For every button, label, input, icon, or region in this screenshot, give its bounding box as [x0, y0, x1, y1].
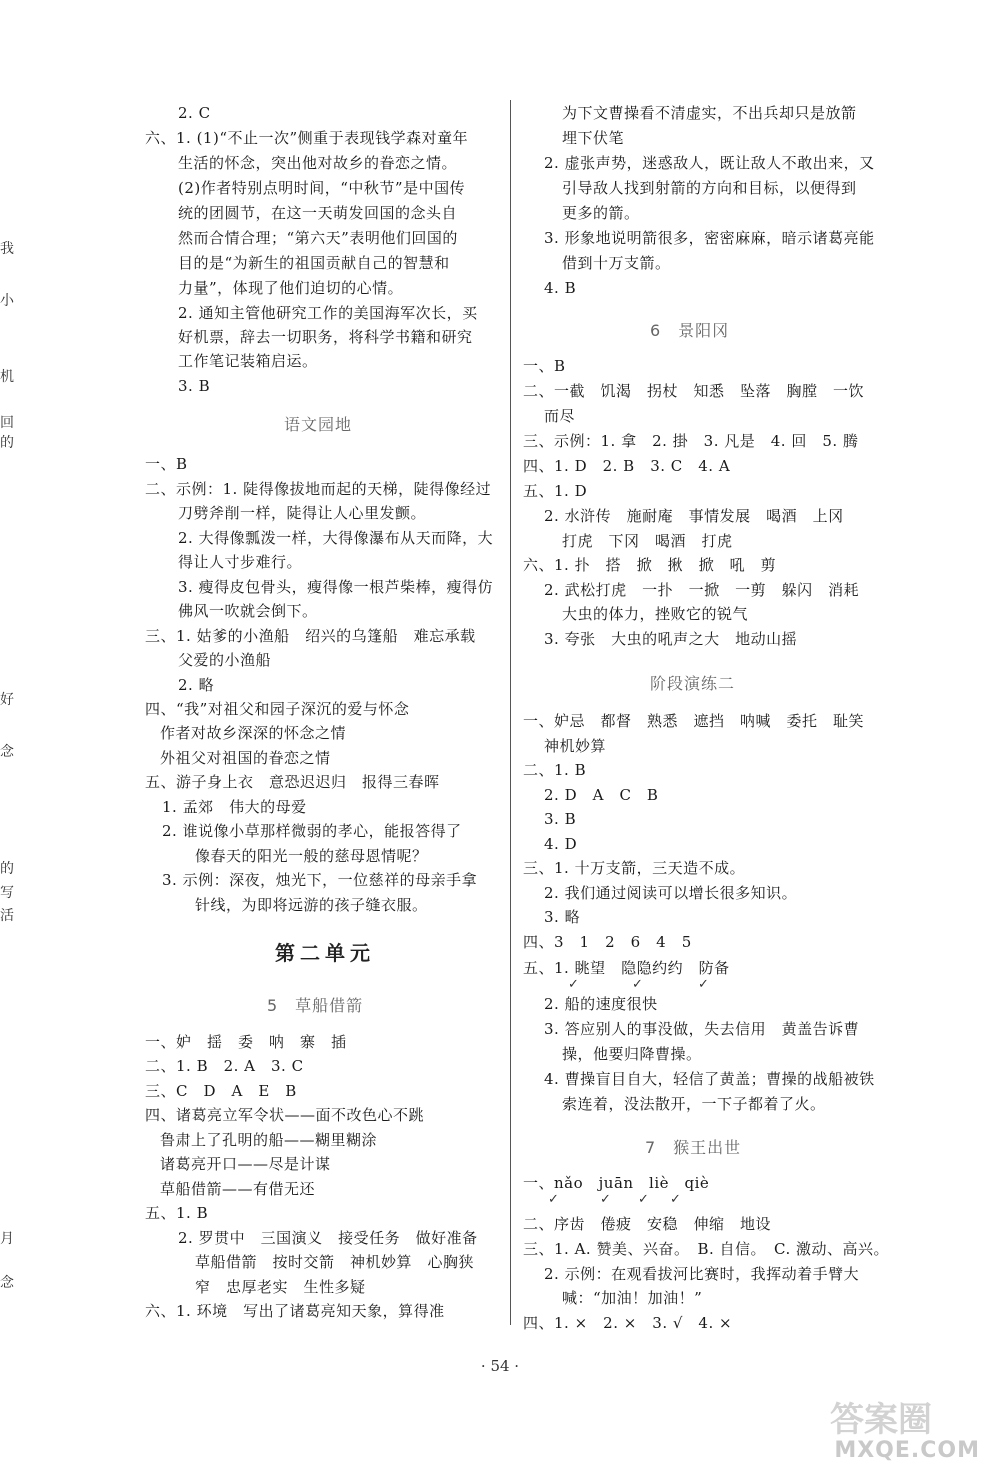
answer-line: 四、1. D 2. B 3. C 4. A	[523, 457, 731, 475]
answer-line: 4. D	[544, 835, 578, 853]
answer-line: 借到十万支箭。	[562, 254, 671, 272]
answer-line: 五、1. B	[145, 1204, 209, 1222]
answer-line: 刀劈斧削一样，陡得让人心里发颤。	[178, 504, 427, 522]
answer-line: 窄 忠厚老实 生性多疑	[195, 1278, 366, 1296]
watermark-logo: 答案圈	[830, 1400, 932, 1440]
answer-line: 五、1. 眺望 隐隐约约 防备	[523, 959, 730, 977]
margin-fragment: 月	[0, 1231, 14, 1247]
answer-line: 二、1. B 2. A 3. C	[145, 1057, 304, 1075]
unit-title: 第二单元	[275, 941, 375, 965]
answer-line: 神机妙算	[544, 737, 607, 755]
margin-fragment: 的	[0, 435, 14, 451]
answer-line: 2. 通知主管他研究工作的美国海军次长，买	[178, 304, 478, 322]
check-mark-icon: ✓	[548, 1192, 559, 1207]
answer-line: 二、一截 饥渴 拐杖 知悉 坠落 胸膛 一饮	[523, 382, 865, 400]
answer-line: 3. 形象地说明箭很多，密密麻麻，暗示诸葛亮能	[544, 229, 875, 247]
answer-line: 2. 谁说像小草那样微弱的孝心，能报答得了	[162, 822, 462, 840]
section-heading: 语文园地	[284, 415, 353, 434]
margin-fragment: 念	[0, 1275, 14, 1291]
answer-line: 打虎 下冈 喝酒 打虎	[562, 532, 733, 550]
margin-fragment: 念	[0, 744, 14, 760]
check-mark-icon: ✓	[638, 1192, 649, 1207]
section-heading: 6 景阳冈	[650, 321, 730, 340]
answer-line: 四、3 1 2 6 4 5	[523, 933, 692, 951]
section-heading: 7 猴王出世	[645, 1138, 742, 1157]
answer-line: 2. 武松打虎 一扑 一掀 一剪 躲闪 消耗	[544, 581, 860, 599]
answer-line: 好机票，辞去一切职务，将科学书籍和研究	[178, 328, 473, 346]
answer-line: 3. B	[178, 377, 211, 395]
answer-line: 五、游子身上衣 意恐迟迟归 报得三春晖	[145, 773, 440, 791]
answer-line: 2. 大得像瓢泼一样，大得像瀑布从天而降，大	[178, 529, 494, 547]
answer-line: 诸葛亮开口——尽是计谋	[160, 1155, 331, 1173]
margin-fragment: 的	[0, 861, 14, 877]
answer-line: 2. D A C B	[544, 786, 659, 804]
answer-line: 佛风一吹就会倒下。	[178, 602, 318, 620]
answer-line: 一、妒 揺 委 呐 寨 插	[145, 1033, 347, 1051]
answer-line: 2. 水浒传 施耐庵 事情发展 喝酒 上冈	[544, 507, 844, 525]
answer-line: 三、1. 姑爹的小渔船 绍兴的乌篷船 难忘承载	[145, 627, 476, 645]
answer-line: 4. 曹操盲目自大，轻信了黄盖；曹操的战船被铁	[544, 1070, 875, 1088]
margin-fragment: 活	[0, 908, 14, 924]
answer-line: 3. 略	[544, 908, 581, 926]
answer-line: 像春天的阳光一般的慈母恩情呢？	[195, 847, 428, 865]
answer-line: 埋下伏笔	[562, 129, 625, 147]
answer-line: 操，他要归降曹操。	[562, 1045, 702, 1063]
margin-fragment: 我	[0, 241, 14, 257]
answer-line: 作者对故乡深深的怀念之情	[160, 724, 347, 742]
answer-line: 五、1. D	[523, 482, 588, 500]
check-mark-icon: ✓	[670, 1192, 681, 1207]
answer-line: 2. 罗贯中 三国演义 接受任务 做好准备	[178, 1229, 478, 1247]
answer-line: 六、1. 环境 写出了诸葛亮知天象，算得准	[145, 1302, 445, 1320]
answer-line: 2. 虚张声势，迷惑敌人，既让敌人不敢出来，又	[544, 154, 875, 172]
answer-line: 2. 示例：在观看拔河比赛时，我挥动着手臂大	[544, 1265, 860, 1283]
answer-line: 3. 瘦得皮包骨头，瘦得像一根芦柴棒，瘦得仿	[178, 578, 494, 596]
answer-line: 引导敌人找到射箭的方向和目标，以便得到	[562, 179, 857, 197]
answer-line: 然而合情合理；“第六天”表明他们回国的	[178, 229, 458, 247]
answer-line: 三、1. A. 赞美、兴奋。 B. 自信。 C. 激动、高兴。	[523, 1240, 889, 1258]
answer-line: 生活的怀念，突出他对故乡的眷恋之情。	[178, 154, 458, 172]
answer-line: 一、B	[523, 357, 566, 375]
answer-line: 四、诸葛亮立军令状——面不改色心不跳	[145, 1106, 425, 1124]
answer-line: 得让人寸步难行。	[178, 553, 303, 571]
answer-line: (2)作者特别点明时间，“中秋节”是中国传	[178, 179, 466, 197]
answer-line: 3. 夸张 大虫的吼声之大 地动山摇	[544, 630, 798, 648]
watermark	[795, 1392, 990, 1467]
answer-line: 草船借箭 按时交箭 神机妙算 心胸狭	[195, 1253, 475, 1271]
answer-line: 外祖父对祖国的眷恋之情	[160, 749, 331, 767]
answer-line: 为下文曹操看不清虚实，不出兵却只是放箭	[562, 104, 857, 122]
answer-line: 针线，为即将远游的孩子缝衣服。	[195, 896, 428, 914]
answer-line: 一、B	[145, 455, 188, 473]
margin-fragment: 机	[0, 369, 14, 385]
answer-line: 大虫的体力，挫败它的锐气	[562, 605, 749, 623]
answer-line: 三、C D A E B	[145, 1082, 297, 1100]
answer-line: 草船借箭——有借无还	[160, 1180, 316, 1198]
answer-line: 力量”，体现了他们迫切的心情。	[178, 279, 404, 297]
answer-line: 而尽	[544, 407, 576, 425]
margin-fragment: 小	[0, 293, 14, 309]
answer-line: 3. 答应别人的事没做，失去信用 黄盖告诉曹	[544, 1020, 860, 1038]
answer-line: 目的是“为新生的祖国贡献自己的智慧和	[178, 254, 450, 272]
answer-line: 2. 船的速度很快	[544, 995, 658, 1013]
answer-line: 2. 我们通过阅读可以增长很多知识。	[544, 884, 798, 902]
margin-fragment: 回	[0, 415, 14, 431]
answer-line: 四、1. × 2. × 3. √ 4. ×	[523, 1314, 733, 1332]
answer-line: 更多的箭。	[562, 204, 640, 222]
check-mark-icon: ✓	[632, 977, 643, 992]
answer-line: 2. 略	[178, 676, 215, 694]
answer-line: 4. B	[544, 279, 577, 297]
answer-line: 父爱的小渔船	[178, 651, 272, 669]
watermark-site: MXQE.COM	[834, 1438, 980, 1463]
answer-line: 鲁肃上了孔明的船——糊里糊涂	[160, 1131, 378, 1149]
page-number: · 54 ·	[480, 1357, 520, 1375]
answer-line: 一、nǎo juān liè qiè	[523, 1174, 710, 1192]
answer-line: 六、1. (1)“不止一次”侧重于表现钱学森对童年	[145, 129, 469, 147]
answer-line: 四、“我”对祖父和园子深沉的爱与怀念	[145, 700, 410, 718]
answer-line: 索连着，没法散开，一下子都着了火。	[562, 1095, 826, 1113]
check-mark-icon: ✓	[698, 977, 709, 992]
check-mark-icon: ✓	[600, 1192, 611, 1207]
column-divider	[510, 100, 511, 1325]
section-heading: 阶段演练二	[650, 674, 736, 693]
answer-line: 二、示例：1. 陡得像拔地而起的天梯，陡得像经过	[145, 480, 492, 498]
answer-line: 三、示例：1. 拿 2. 掛 3. 凡是 4. 回 5. 腾	[523, 432, 859, 450]
answer-line: 喊：“加油！加油！”	[562, 1289, 703, 1307]
margin-fragment: 好	[0, 692, 14, 708]
answer-line: 六、1. 扑 搭 掀 揪 掀 吼 剪	[523, 556, 777, 574]
margin-fragment: 写	[0, 885, 14, 901]
answer-line: 3. B	[544, 810, 577, 828]
answer-line: 统的团圆节，在这一天萌发回国的念头自	[178, 204, 458, 222]
answer-line: 一、妒忌 都督 熟悉 遮挡 呐喊 委托 耻笑	[523, 712, 865, 730]
answer-line: 2. C	[178, 104, 211, 122]
check-mark-icon: ✓	[568, 977, 579, 992]
section-heading: 5 草船借箭	[267, 996, 364, 1015]
answer-line: 1. 孟郊 伟大的母爱	[162, 798, 307, 816]
answer-line: 三、1. 十万支箭，三天造不成。	[523, 859, 746, 877]
answer-line: 二、序齿 倦疲 安稳 伸缩 地设	[523, 1215, 772, 1233]
answer-line: 二、1. B	[523, 761, 587, 779]
answer-line: 工作笔记装箱启运。	[178, 352, 318, 370]
answer-line: 3. 示例：深夜，烛光下，一位慈祥的母亲手拿	[162, 871, 478, 889]
